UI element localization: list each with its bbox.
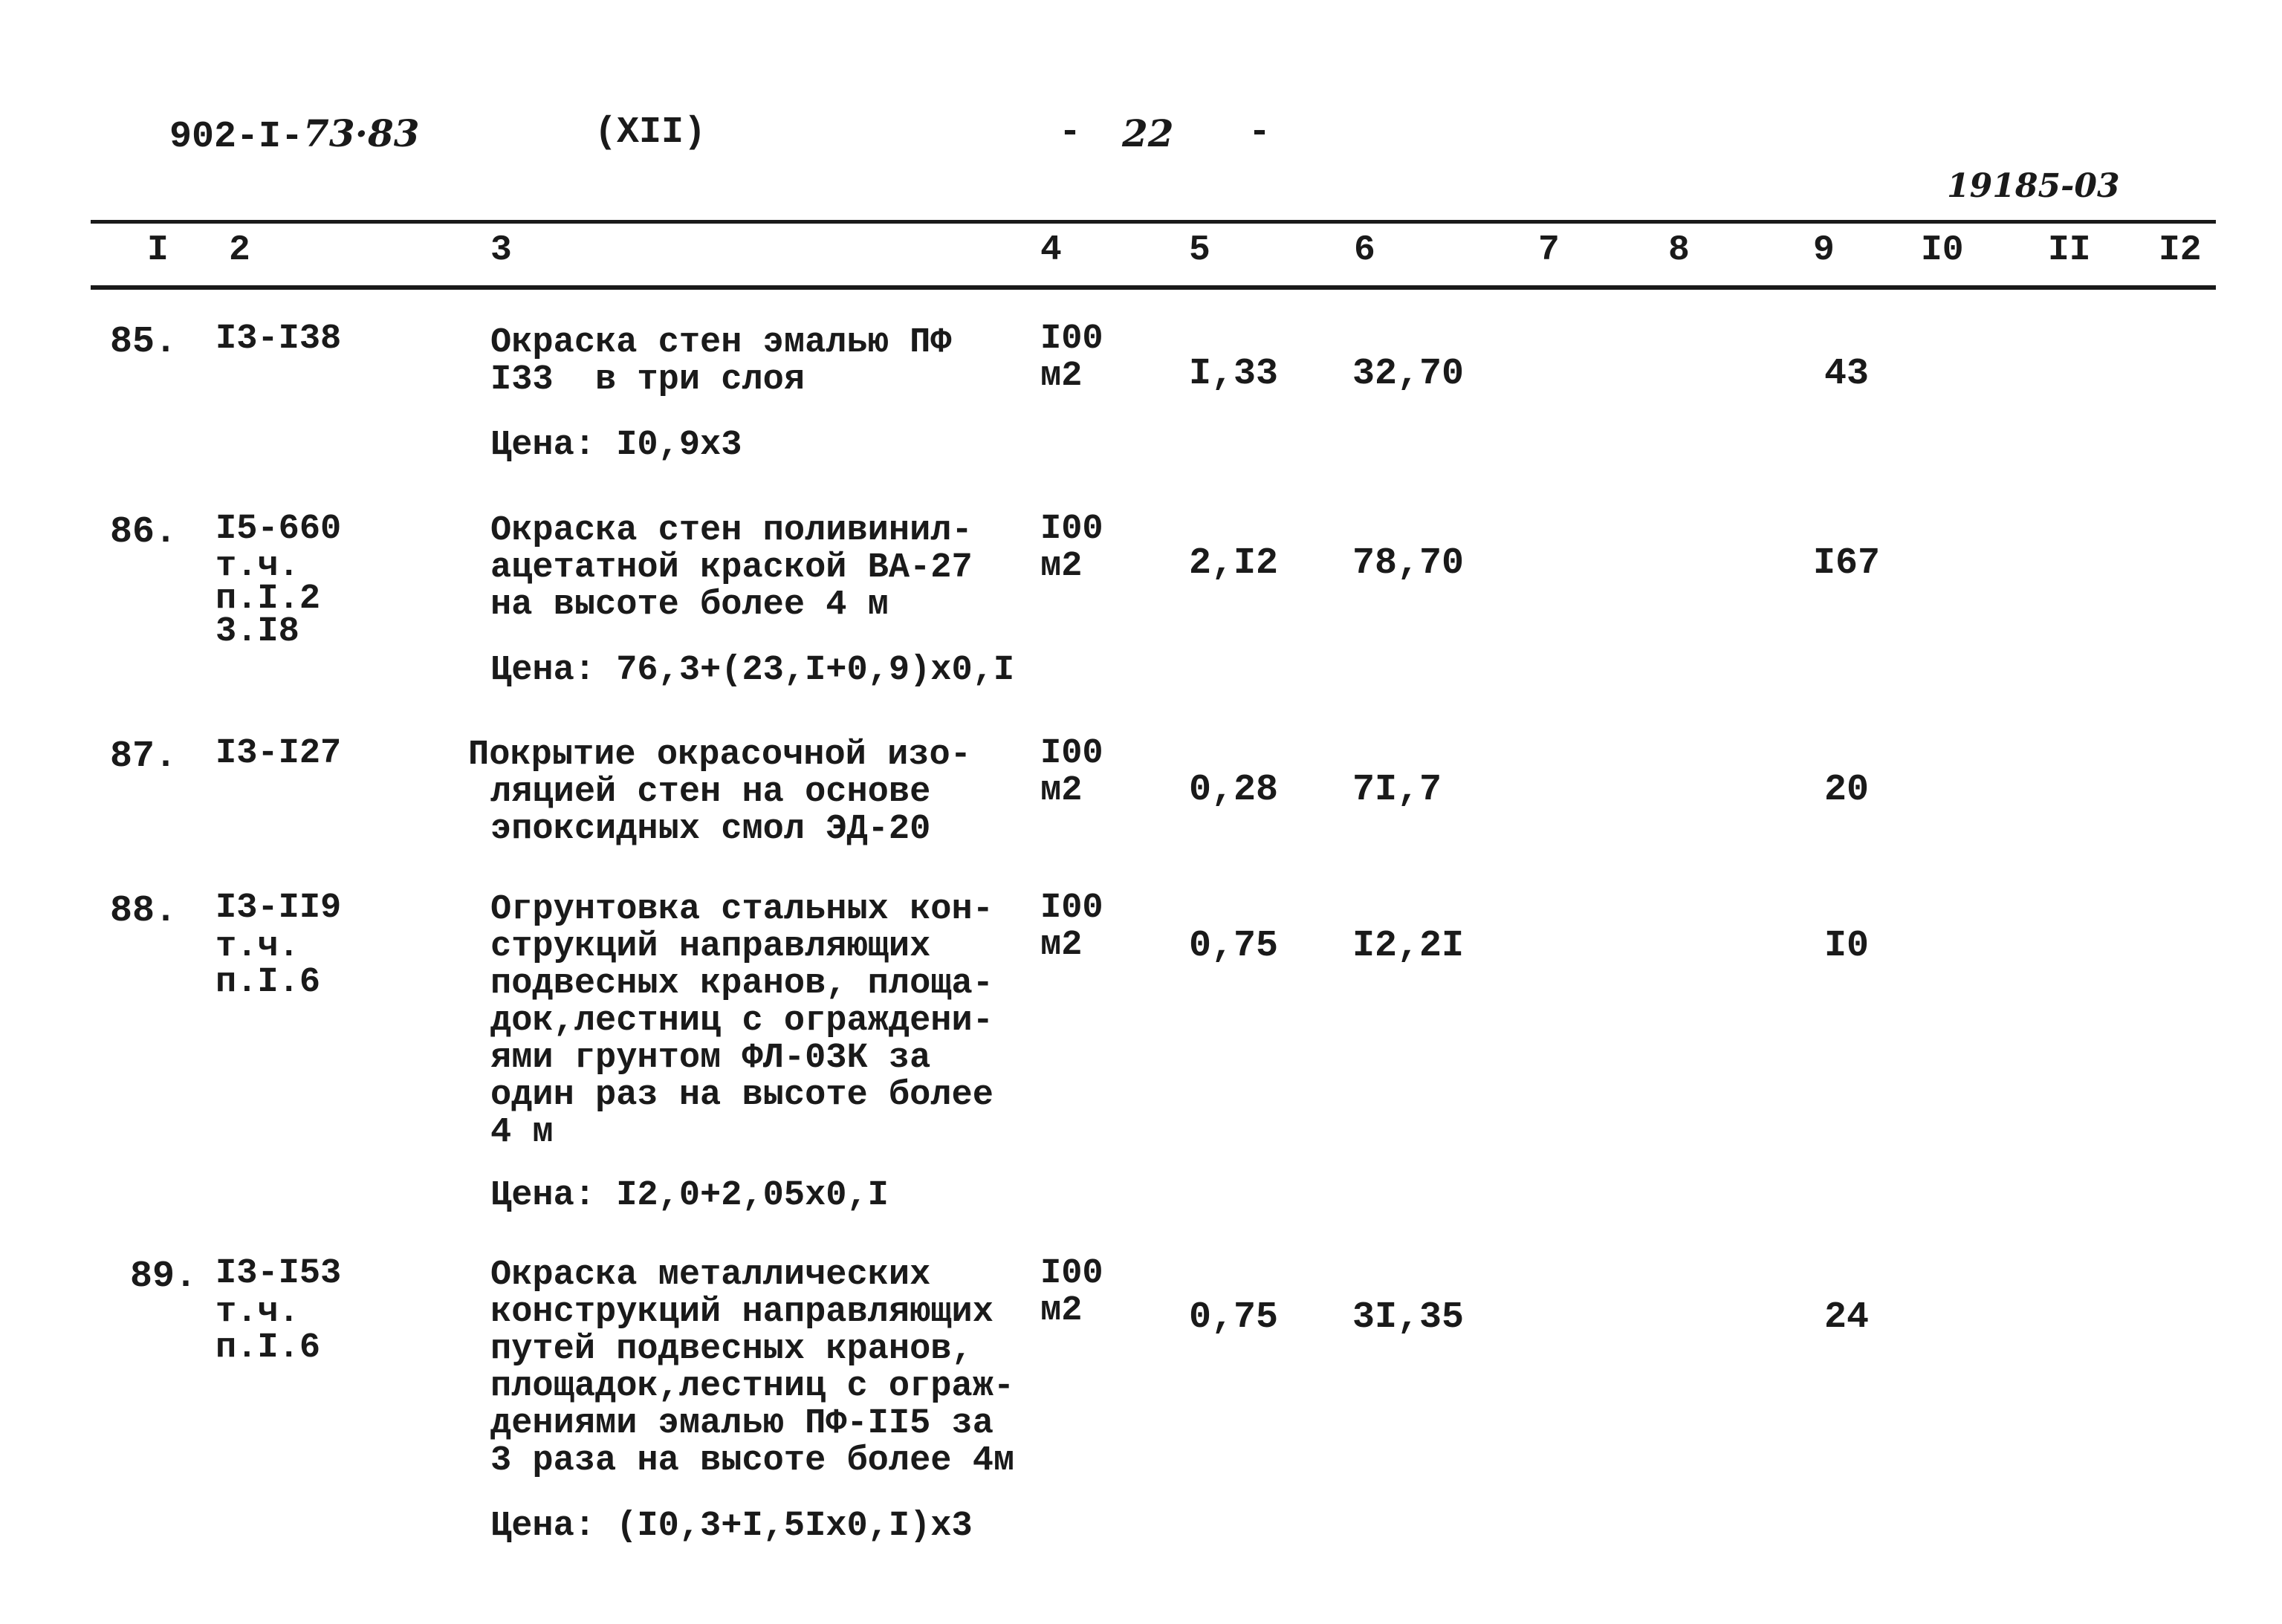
work-description: ацетатной краской ВА-27: [490, 548, 973, 588]
column-header-6: 6: [1354, 230, 1375, 270]
rate-code: I3-II9: [215, 889, 342, 928]
unit-price: 3I,35: [1352, 1296, 1465, 1339]
section-number: (XII): [594, 111, 707, 154]
column-header-2: 2: [229, 230, 250, 270]
total-cost: I0: [1824, 925, 1870, 967]
total-cost: 24: [1824, 1296, 1870, 1339]
rate-code: п.I.6: [215, 963, 321, 1002]
rate-code: п.I.2: [215, 579, 321, 619]
unit-price: I2,2I: [1352, 925, 1465, 967]
archive-number: 19185-03: [1947, 167, 2120, 205]
rate-code: т.ч.: [215, 547, 299, 586]
unit: м2: [1040, 547, 1083, 586]
work-description: Покрытие окрасочной изо-: [468, 735, 971, 775]
work-description: конструкций направляющих: [490, 1293, 993, 1332]
work-description: 3 раза на высоте более 4м: [490, 1441, 1015, 1481]
unit: I00: [1040, 734, 1103, 773]
column-header-8: 8: [1668, 230, 1690, 270]
work-description: Окраска стен эмалью ПФ: [490, 323, 952, 363]
work-description: 4 м: [490, 1113, 554, 1152]
price-note: Цена: I2,0+2,05х0,I: [490, 1176, 889, 1215]
unit-price: 7I,7: [1352, 769, 1442, 811]
column-header-3: 3: [490, 230, 512, 270]
unit: м2: [1040, 926, 1083, 965]
rate-code: 3.I8: [215, 612, 299, 652]
row-number: 85.: [110, 321, 178, 363]
work-description: дениями эмалью ПФ-II5 за: [490, 1404, 993, 1443]
column-header-1: I: [147, 230, 169, 270]
total-cost: 43: [1824, 353, 1870, 395]
row-number: 89.: [130, 1256, 198, 1298]
unit-price: 78,70: [1352, 542, 1465, 585]
rate-code: I3-I53: [215, 1254, 342, 1293]
quantity: I,33: [1189, 353, 1279, 395]
work-description: на высоте более 4 м: [490, 585, 889, 625]
quantity: 0,28: [1189, 769, 1279, 811]
rate-code: I3-I38: [215, 319, 342, 359]
column-header-11: II: [2048, 230, 2091, 270]
unit: I00: [1040, 889, 1103, 928]
unit: I00: [1040, 1254, 1103, 1293]
price-note: Цена: 76,3+(23,I+0,9)х0,I: [490, 651, 1015, 690]
quantity: 0,75: [1189, 925, 1279, 967]
total-cost: 20: [1824, 769, 1870, 811]
work-description: ляцией стен на основе: [490, 773, 931, 812]
unit: м2: [1040, 357, 1083, 396]
table-top-rule: [91, 220, 2216, 224]
column-header-10: I0: [1921, 230, 1964, 270]
work-description: Огрунтовка стальных кон-: [490, 890, 993, 929]
work-description: площадок,лестниц с ограж-: [490, 1367, 1015, 1406]
column-header-5: 5: [1189, 230, 1210, 270]
work-description: Окраска металлических: [490, 1256, 931, 1295]
row-number: 88.: [110, 890, 178, 932]
price-note: Цена: (I0,3+I,5Iх0,I)х3: [490, 1507, 973, 1546]
document-code-printed: 902-I-: [169, 116, 304, 158]
page-number-dash-left: -: [1059, 111, 1082, 154]
rate-code: т.ч.: [215, 1293, 299, 1332]
work-description: один раз на высоте более: [490, 1076, 993, 1115]
rate-code: I3-I27: [215, 734, 342, 773]
total-cost: I67: [1813, 542, 1881, 585]
unit: м2: [1040, 1291, 1083, 1331]
column-header-4: 4: [1040, 230, 1062, 270]
rate-code: п.I.6: [215, 1328, 321, 1368]
document-code-handwritten: 73·83: [303, 111, 420, 155]
price-note: Цена: I0,9х3: [490, 426, 742, 465]
quantity: 2,I2: [1189, 542, 1279, 585]
work-description: I33 в три слоя: [490, 360, 805, 400]
column-header-7: 7: [1538, 230, 1560, 270]
rate-code: т.ч.: [215, 927, 299, 967]
page-number-dash-right: -: [1248, 111, 1271, 154]
unit: I00: [1040, 319, 1103, 359]
row-number: 87.: [110, 735, 178, 778]
work-description: эпоксидных смол ЭД-20: [490, 810, 931, 849]
page-number: 22: [1122, 111, 1174, 155]
table-header-rule: [91, 285, 2216, 290]
work-description: Окраска стен поливинил-: [490, 511, 973, 550]
work-description: подвесных кранов, площа-: [490, 964, 993, 1004]
work-description: путей подвесных кранов,: [490, 1330, 973, 1369]
unit: I00: [1040, 510, 1103, 549]
row-number: 86.: [110, 511, 178, 553]
rate-code: I5-660: [215, 510, 342, 549]
work-description: струкций направляющих: [490, 927, 931, 967]
work-description: док,лестниц с ограждени-: [490, 1001, 993, 1041]
column-header-9: 9: [1813, 230, 1835, 270]
work-description: ями грунтом ФЛ-03К за: [490, 1039, 931, 1078]
quantity: 0,75: [1189, 1296, 1279, 1339]
unit-price: 32,70: [1352, 353, 1465, 395]
document-code: [169, 111, 420, 158]
column-header-12: I2: [2159, 230, 2202, 270]
unit: м2: [1040, 771, 1083, 811]
